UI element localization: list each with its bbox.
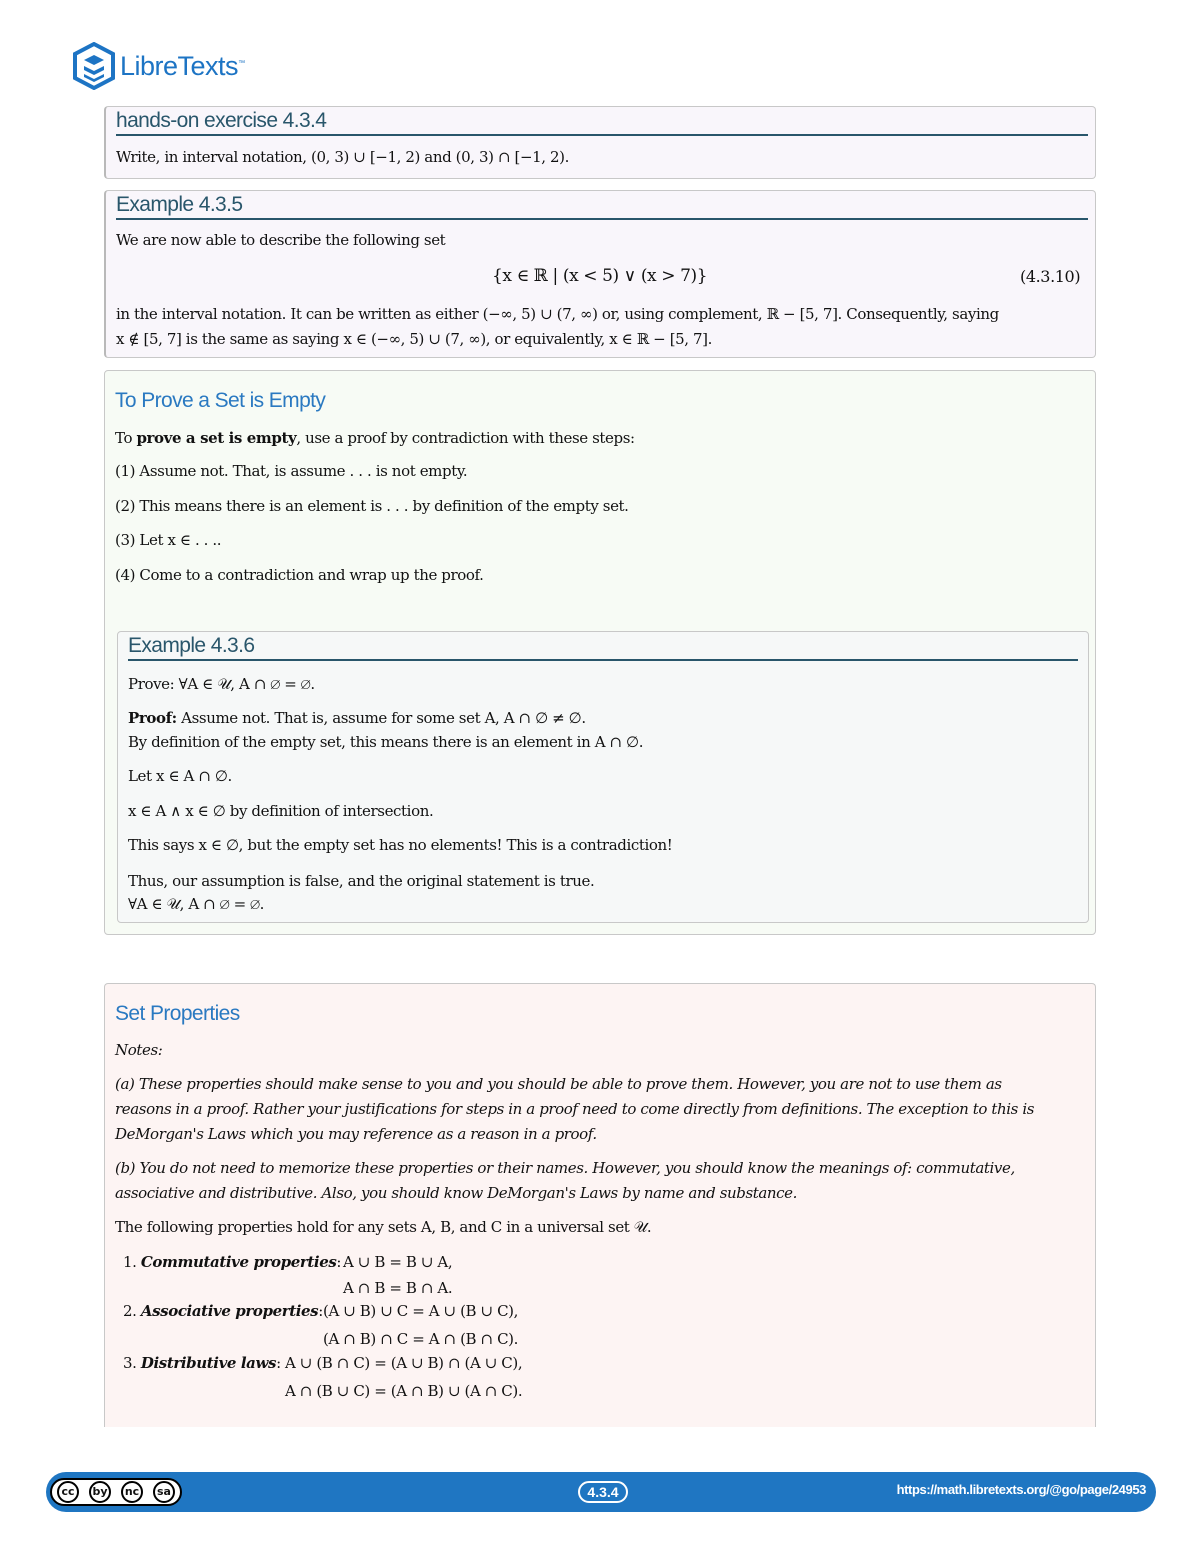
- proof-thus: Thus, our assumption is false, and the original statement is true.: [128, 872, 595, 890]
- example-title: Example 4.3.5: [116, 193, 1088, 220]
- proof-start: Proof: Assume not. That is, assume for some set A, A ∩ ∅ ≠ ∅.: [128, 709, 586, 727]
- exercise-text: Write, in interval notation, (0, 3) ∪ [−1, 2) and (0, 3) ∩ [−1, 2).: [116, 148, 569, 166]
- example-line-2: x ∉ [5, 7] is the same as saying x ∈ (−∞, 5) ∪ (7, ∞), or equivalently, x ∈ ℝ − [5, 7].: [116, 330, 712, 348]
- prove-empty-intro: To prove a set is empty, use a proof by contradiction with these steps:: [115, 429, 635, 447]
- note-a-line-3: DeMorgan's Laws which you may reference as a reason in a proof.: [115, 1125, 597, 1143]
- cc-license-badge[interactable]: [50, 1478, 182, 1506]
- noncommercial-icon: nc: [121, 1481, 143, 1503]
- cc-icon: cc: [57, 1481, 79, 1503]
- note-b-line-1: (b) You do not need to memorize these properties or their names. However, you should know the meanings of: commutative,: [115, 1159, 1015, 1177]
- proof-definition: By definition of the empty set, this means there is an element in A ∩ ∅.: [128, 733, 644, 751]
- exercise-title: hands-on exercise 4.3.4: [116, 109, 1088, 136]
- exercise-box: [104, 106, 1096, 179]
- step-1: (1) Assume not. That, is assume . . . is not empty.: [115, 462, 468, 480]
- property-3-eq-2: A ∩ (B ∪ C) = (A ∩ B) ∪ (A ∩ C).: [285, 1382, 523, 1400]
- sharealike-icon: sa: [153, 1481, 175, 1503]
- example-line-1: in the interval notation. It can be written as either (−∞, 5) ∪ (7, ∞) or, using complement, ℝ − [5, 7]. Consequently, saying: [116, 305, 999, 323]
- proof-label: Proof:: [128, 709, 177, 727]
- example-4-3-6-box: [117, 631, 1089, 923]
- page-url-link[interactable]: https://math.libretexts.org/@go/page/24953: [896, 1482, 1146, 1497]
- property-2: 2. Associative properties:: [123, 1302, 323, 1320]
- logo-text: LibreTexts™: [120, 50, 245, 81]
- property-3: 3. Distributive laws:: [123, 1354, 281, 1372]
- example-intro: We are now able to describe the following set: [116, 231, 446, 249]
- note-a-line-2: reasons in a proof. Rather your justifications for steps in a proof need to come directly from definitions. The exception to this is: [115, 1100, 1035, 1118]
- note-b-line-2: associative and distributive. Also, you should know DeMorgan's Laws by name and substance.: [115, 1184, 798, 1202]
- proof-let: Let x ∈ A ∩ ∅.: [128, 767, 232, 785]
- proof-contradiction: This says x ∈ ∅, but the empty set has no elements! This is a contradiction!: [128, 836, 673, 854]
- example-4-3-5-box: [104, 190, 1096, 358]
- step-3: (3) Let x ∈ . . ..: [115, 531, 222, 549]
- set-equation: {x ∈ ℝ | (x < 5) ∨ (x > 7)}: [492, 266, 708, 286]
- prove-empty-title: To Prove a Set is Empty: [115, 389, 326, 412]
- step-2: (2) This means there is an element is . . . by definition of the empty set.: [115, 497, 629, 515]
- libretexts-cube-icon: [72, 42, 116, 90]
- note-a-line-1: (a) These properties should make sense to you and you should be able to prove them. However, you are not to use them as: [115, 1075, 1002, 1093]
- page-footer: [46, 1472, 1156, 1512]
- proof-conclusion: ∀A ∈ 𝒰, A ∩ ∅ = ∅.: [128, 895, 265, 913]
- prove-statement: Prove: ∀A ∈ 𝒰, A ∩ ∅ = ∅.: [128, 675, 315, 693]
- set-properties-box: [104, 983, 1096, 1427]
- property-2-eq-2: (A ∩ B) ∩ C = A ∩ (B ∩ C).: [323, 1330, 518, 1348]
- notes-label: Notes:: [115, 1041, 163, 1059]
- property-3-eq-1: A ∪ (B ∩ C) = (A ∪ B) ∩ (A ∪ C),: [285, 1354, 523, 1372]
- property-1-eq-2: A ∩ B = B ∩ A.: [343, 1279, 453, 1297]
- equation-number: (4.3.10): [1020, 267, 1081, 286]
- property-1: 1. Commutative properties:: [123, 1253, 342, 1271]
- prove-empty-box: [104, 370, 1096, 935]
- following-statement: The following properties hold for any sets A, B, and C in a universal set 𝒰.: [115, 1218, 652, 1236]
- libretexts-logo[interactable]: [72, 40, 245, 92]
- step-4: (4) Come to a contradiction and wrap up the proof.: [115, 566, 484, 584]
- property-2-eq-1: (A ∪ B) ∪ C = A ∪ (B ∪ C),: [323, 1302, 518, 1320]
- intro-bold: prove a set is empty: [136, 429, 297, 447]
- page-number: 4.3.4: [578, 1481, 628, 1503]
- set-properties-title: Set Properties: [115, 1002, 240, 1025]
- property-1-eq-1: A ∪ B = B ∪ A,: [343, 1253, 453, 1271]
- attribution-icon: by: [89, 1481, 111, 1503]
- proof-intersection: x ∈ A ∧ x ∈ ∅ by definition of intersection.: [128, 802, 434, 820]
- example-title: Example 4.3.6: [128, 634, 1078, 661]
